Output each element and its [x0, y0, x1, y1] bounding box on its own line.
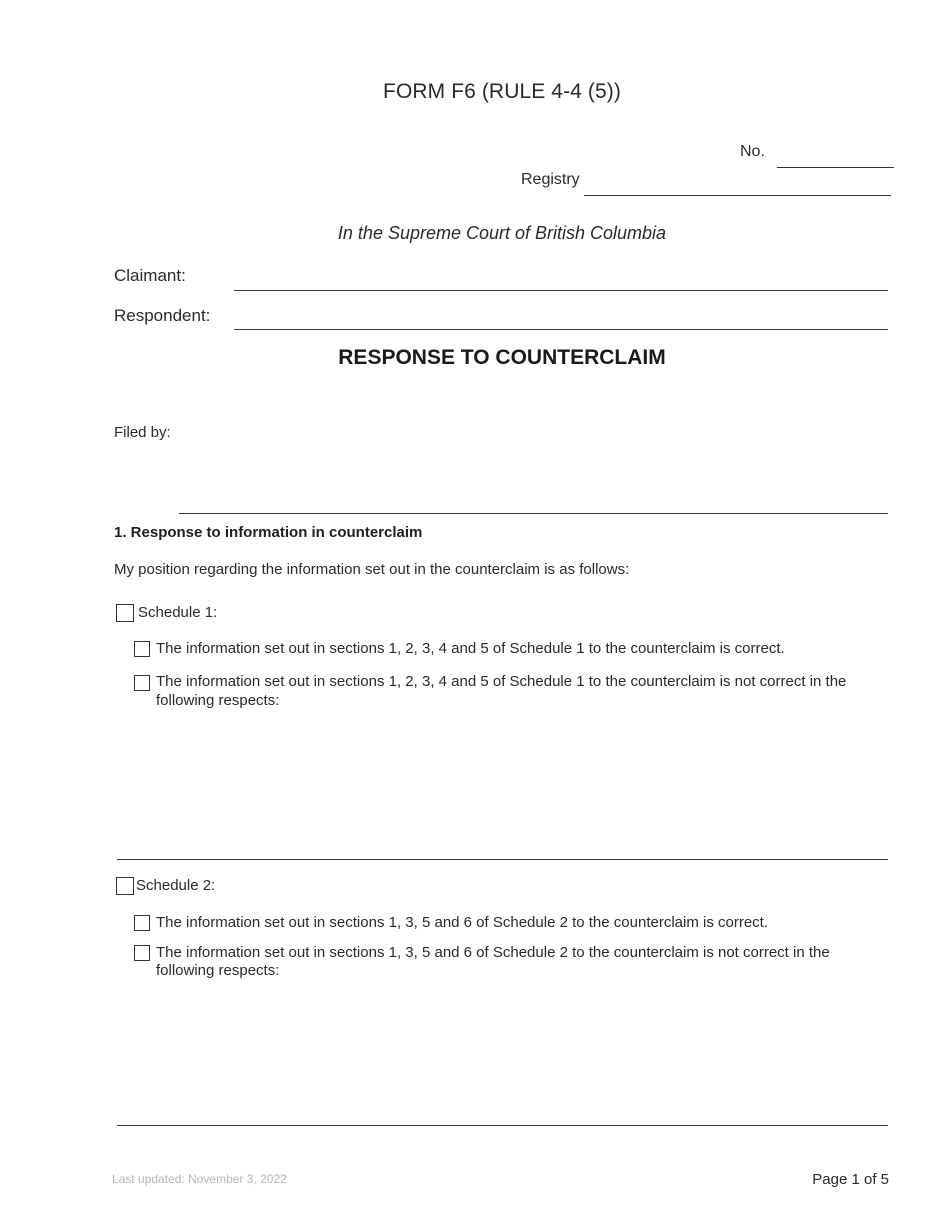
registry-field-underline: [584, 195, 891, 196]
respondent-field-underline: [234, 329, 888, 330]
schedule-1-not-correct-checkbox[interactable]: [134, 675, 150, 691]
section-1-heading: 1. Response to information in counterclaim: [114, 524, 423, 541]
schedule-2-checkbox[interactable]: [116, 877, 134, 895]
schedule-1-correct-checkbox[interactable]: [134, 641, 150, 657]
schedule-2-label: Schedule 2:: [136, 877, 216, 894]
registry-label: Registry: [521, 171, 580, 188]
schedule-2-not-correct-checkbox[interactable]: [134, 945, 150, 961]
claimant-field[interactable]: [234, 266, 888, 288]
schedule-2-response-underline: [117, 1125, 888, 1126]
schedule-1-response-field[interactable]: [117, 715, 888, 855]
schedule-2-response-field[interactable]: [117, 985, 888, 1121]
schedule-1-not-correct-option-cont: following respects:: [156, 692, 280, 709]
schedule-1-response-underline: [117, 859, 888, 860]
respondent-field[interactable]: [234, 305, 888, 327]
number-field-underline: [777, 167, 894, 168]
schedule-2-not-correct-option: The information set out in sections 1, 3, 5 and 6 of Schedule 2 to the counterclaim is not correct in the: [156, 944, 830, 961]
schedule-1-not-correct-option: The information set out in sections 1, 2, 3, 4 and 5 of Schedule 1 to the counterclaim is not correct in the: [156, 673, 847, 690]
section-1-intro: My position regarding the information set out in the counterclaim is as follows:: [114, 561, 630, 578]
number-field[interactable]: [777, 143, 894, 165]
court-name: In the Supreme Court of British Columbia: [337, 223, 667, 243]
schedule-2-correct-option: The information set out in sections 1, 3, 5 and 6 of Schedule 2 to the counterclaim is correct.: [156, 914, 768, 931]
schedule-2-correct-checkbox[interactable]: [134, 915, 150, 931]
form-title: FORM F6 (RULE 4-4 (5)): [383, 80, 621, 103]
filed-by-field-underline: [179, 513, 888, 514]
last-updated: Last updated: November 3, 2022: [112, 1172, 287, 1186]
schedule-1-label: Schedule 1:: [138, 604, 218, 621]
registry-field[interactable]: [584, 171, 891, 193]
schedule-1-correct-option: The information set out in sections 1, 2, 3, 4 and 5 of Schedule 1 to the counterclaim is correct.: [156, 640, 785, 657]
page-number: Page 1 of 5: [812, 1171, 889, 1188]
schedule-2-not-correct-option-cont: following respects:: [156, 962, 280, 979]
schedule-1-checkbox[interactable]: [116, 604, 134, 622]
claimant-field-underline: [234, 290, 888, 291]
respondent-label: Respondent:: [114, 306, 211, 325]
filed-by-field[interactable]: [179, 440, 888, 510]
document-title: RESPONSE TO COUNTERCLAIM: [338, 346, 666, 369]
filed-by-label: Filed by:: [114, 424, 171, 441]
number-label: No.: [740, 143, 765, 160]
claimant-label: Claimant:: [114, 266, 186, 285]
